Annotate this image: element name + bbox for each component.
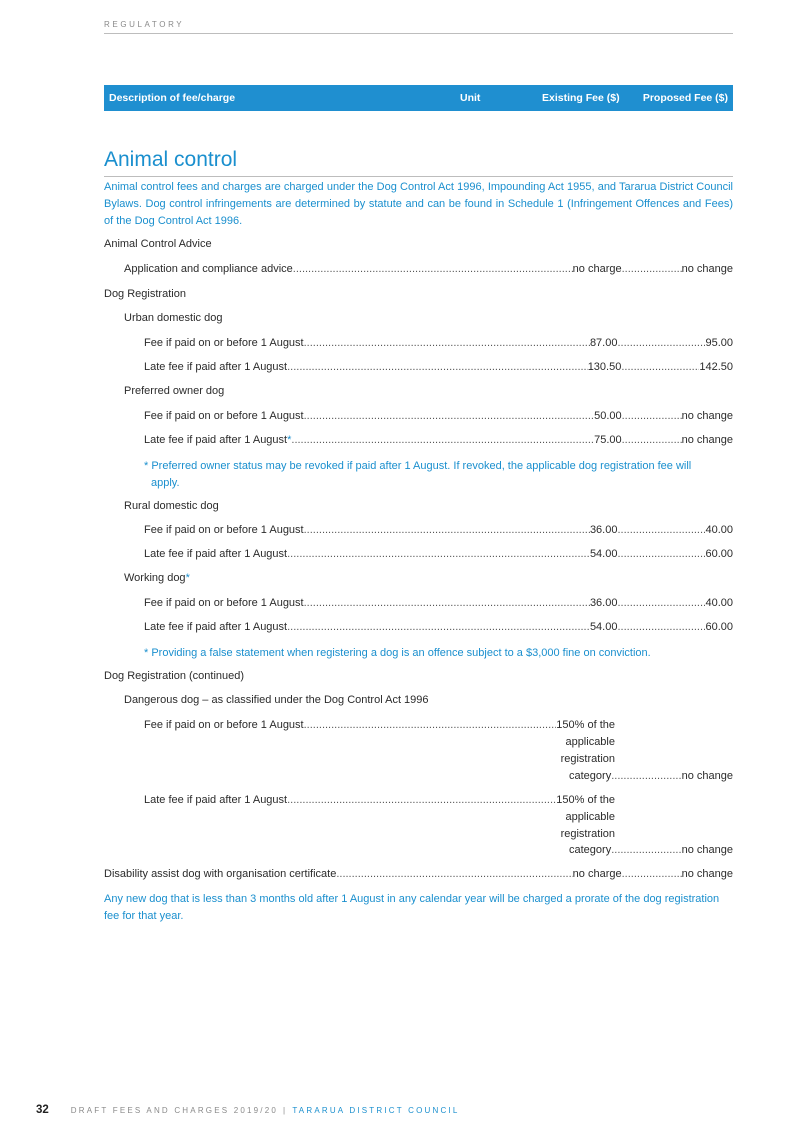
existing-fee: 130.50 — [587, 361, 622, 373]
table-header — [104, 85, 733, 111]
fee-row — [144, 337, 733, 352]
existing-fee: category — [569, 844, 612, 856]
fee-row-tail — [569, 844, 733, 859]
fee-label: Disability assist dog with organisation certificate — [104, 868, 337, 880]
header-proposed-fee: Proposed Fee ($) — [642, 92, 728, 104]
proposed-fee: 142.50 — [699, 361, 733, 373]
proposed-fee: no change — [681, 844, 733, 856]
registration-heading: Dog Registration — [104, 288, 186, 300]
advice-heading: Animal Control Advice — [104, 238, 212, 250]
header-existing-fee: Existing Fee ($) — [542, 92, 620, 104]
fee-row — [124, 263, 733, 278]
fee-row — [144, 719, 615, 734]
proposed-fee: 60.00 — [705, 548, 733, 560]
rural-heading: Rural domestic dog — [124, 500, 219, 512]
proposed-fee: 60.00 — [705, 621, 733, 633]
existing-fee: 87.00 — [589, 337, 618, 349]
registration-cont-heading: Dog Registration (continued) — [104, 670, 245, 682]
fee-label: Fee if paid on or before 1 August — [144, 597, 304, 609]
fee-row — [144, 524, 733, 539]
fee-label: Application and compliance advice — [124, 263, 293, 275]
proposed-fee: no change — [681, 434, 733, 446]
fee-row — [144, 361, 733, 376]
page-footer — [36, 1104, 460, 1116]
urban-heading: Urban domestic dog — [124, 312, 223, 324]
proposed-fee: no change — [681, 868, 733, 880]
existing-fee: 150% of the — [556, 794, 615, 806]
fee-label: Fee if paid on or before 1 August — [144, 524, 304, 536]
intro-paragraph: Animal control fees and charges are charged under the Dog Control Act 1996, Impounding Act 1955, and Tararua District Council Bylaws. Dog control infringements are determined by statute and can be found in Schedule 1 (Infringement Offences and Fees) of the Dog Control Act 1996. — [104, 181, 733, 227]
proposed-fee: 40.00 — [705, 597, 733, 609]
fee-row — [144, 410, 733, 425]
proposed-fee: no change — [681, 410, 733, 422]
footer-separator: | — [283, 1106, 288, 1115]
preferred-note: * Preferred owner status may be revoked if paid after 1 August. If revoked, the applicable dog registration fee will apply. — [144, 460, 692, 489]
proposed-fee: 95.00 — [705, 337, 733, 349]
existing-fee-continued: applicable registration — [560, 811, 615, 840]
prorate-note: Any new dog that is less than 3 months old after 1 August in any calendar year will be charged a prorate of the dog registration fee for that year. — [104, 893, 720, 922]
fee-row — [144, 434, 733, 449]
existing-fee: 75.00 — [594, 434, 622, 446]
page-number: 32 — [36, 1104, 49, 1116]
fee-label: Late fee if paid after 1 August — [144, 361, 288, 373]
existing-fee: 36.00 — [589, 524, 618, 536]
fee-label: Fee if paid on or before 1 August — [144, 337, 304, 349]
section-label: REGULATORY — [104, 20, 185, 29]
fee-row — [144, 794, 615, 809]
top-divider — [104, 33, 733, 34]
fee-row — [144, 621, 733, 636]
fee-label: Late fee if paid after 1 August* — [144, 434, 292, 446]
preferred-heading: Preferred owner dog — [124, 385, 225, 397]
working-note: * Providing a false statement when registering a dog is an offence subject to a $3,000 fine on conviction. — [144, 647, 651, 659]
existing-fee: no charge — [572, 263, 622, 275]
fee-label: Fee if paid on or before 1 August — [144, 410, 304, 422]
fee-row-tail — [569, 770, 733, 785]
existing-fee: 36.00 — [589, 597, 618, 609]
fee-row — [144, 597, 733, 612]
fee-row — [144, 548, 733, 563]
asterisk: * — [287, 434, 292, 446]
asterisk: * — [185, 572, 190, 584]
header-description: Description of fee/charge — [109, 92, 236, 104]
existing-fee: 50.00 — [594, 410, 622, 422]
fee-label: Fee if paid on or before 1 August — [144, 719, 304, 731]
existing-fee: 150% of the — [556, 719, 615, 731]
fee-label: Late fee if paid after 1 August — [144, 621, 288, 633]
existing-fee: no charge — [572, 868, 622, 880]
proposed-fee: 40.00 — [705, 524, 733, 536]
proposed-fee: no change — [681, 770, 733, 782]
fee-label: Late fee if paid after 1 August — [144, 794, 288, 806]
existing-fee: 54.00 — [589, 621, 618, 633]
footer-council: TARARUA DISTRICT COUNCIL — [292, 1106, 460, 1115]
page-title: Animal control — [104, 148, 238, 171]
fee-row — [104, 868, 733, 883]
working-heading: Working dog* — [124, 572, 190, 584]
fee-label: Late fee if paid after 1 August — [144, 548, 288, 560]
title-divider — [104, 176, 733, 177]
existing-fee: 54.00 — [589, 548, 618, 560]
footer-doc-title: DRAFT FEES AND CHARGES 2019/20 — [70, 1106, 279, 1115]
existing-fee: category — [569, 770, 612, 782]
header-unit: Unit — [460, 92, 481, 104]
proposed-fee: no change — [681, 263, 733, 275]
dangerous-heading: Dangerous dog – as classified under the Dog Control Act 1996 — [124, 694, 429, 706]
existing-fee-continued: applicable registration — [560, 736, 615, 765]
